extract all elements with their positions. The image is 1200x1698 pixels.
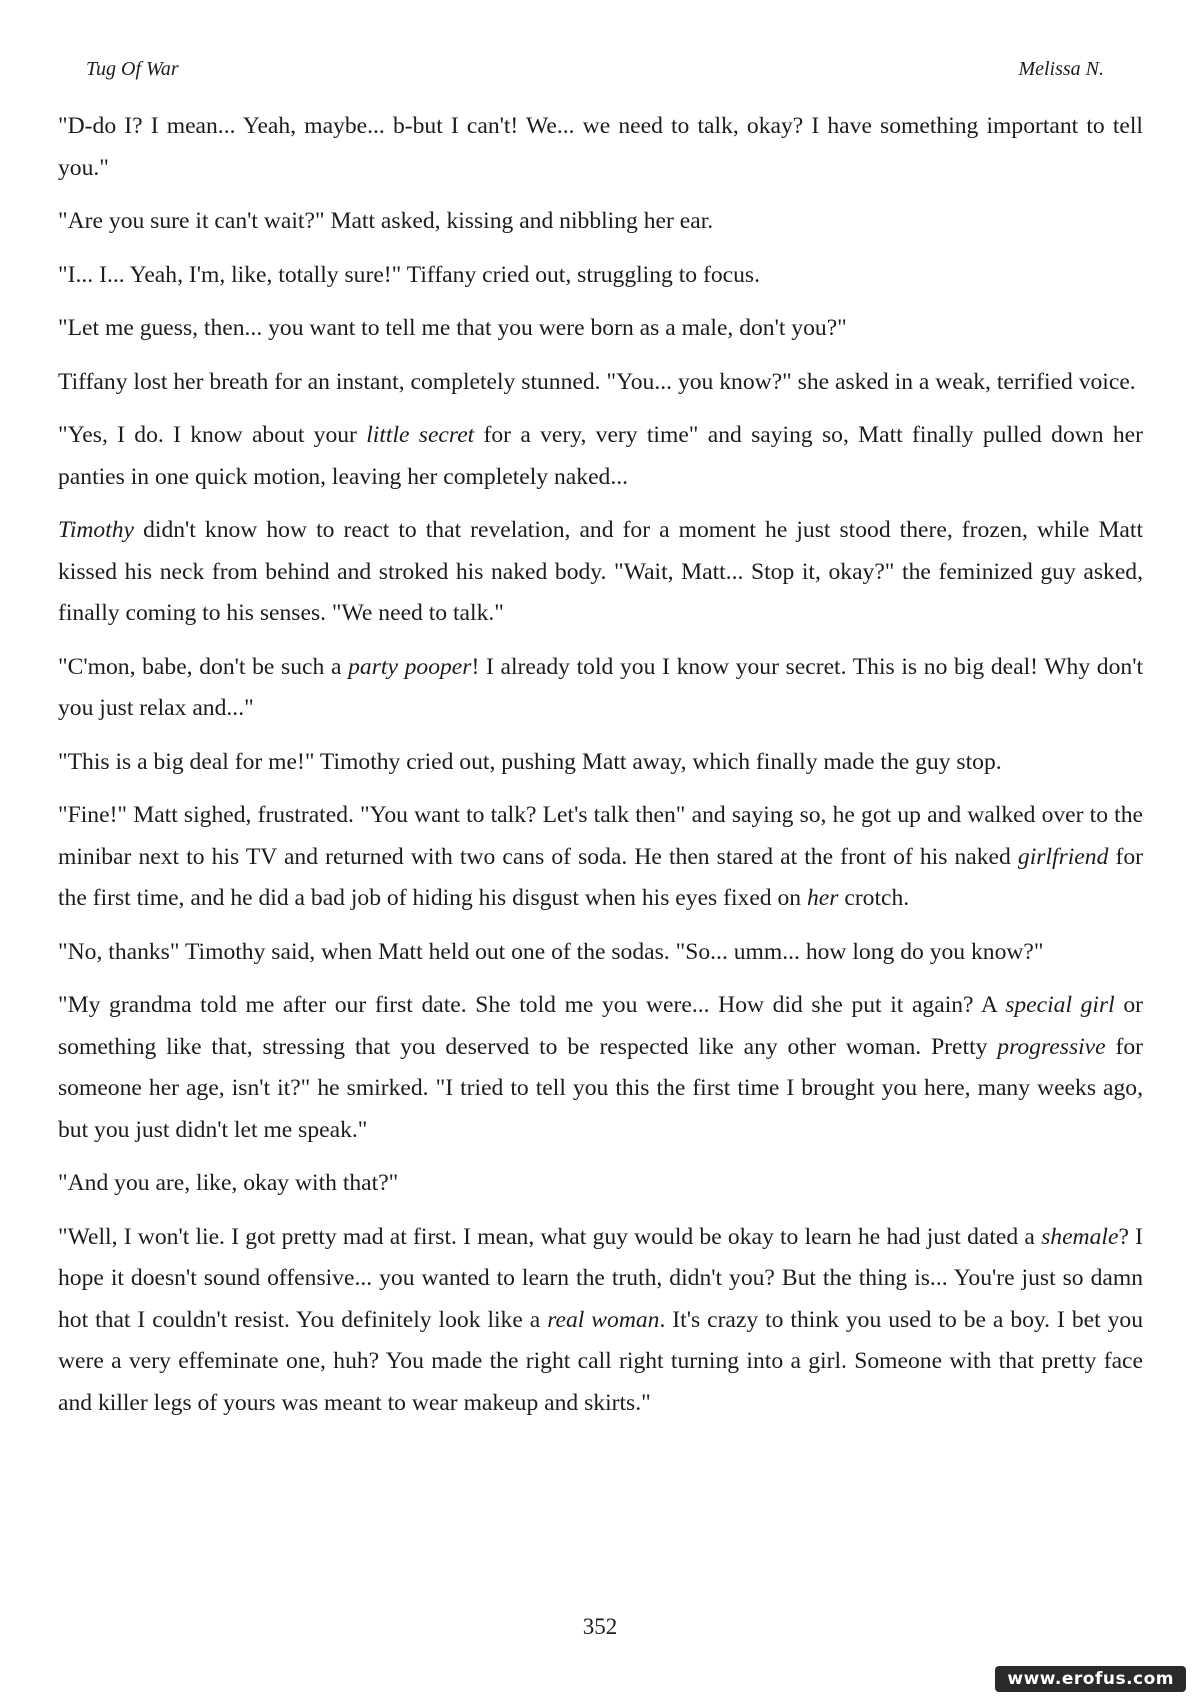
text-run: "This is a big deal for me!" Timothy cried out, pushing Matt away, which finally made the guy stop.	[58, 748, 1002, 775]
author-name: Melissa N.	[1018, 58, 1104, 80]
paragraph	[58, 742, 1143, 784]
page-header	[86, 58, 1104, 88]
book-title: Tug Of War	[86, 58, 179, 80]
text-run: "Fine!" Matt sighed, frustrated. "You want to talk? Let's talk then" and saying so, he got up and walked over to the minibar next to his TV and returned with two cans of soda. He then stared at the front of his naked	[58, 802, 1143, 870]
text-run: "No, thanks" Timothy said, when Matt held out one of the sodas. "So... umm... how long do you know?"	[58, 938, 1044, 965]
text-run: "Yes, I do. I know about your	[58, 422, 367, 448]
text-run: "Are you sure it can't wait?" Matt asked, kissing and nibbling her ear.	[58, 208, 714, 234]
watermark: www.erofus.com	[995, 1666, 1186, 1692]
italic-text: her	[807, 885, 839, 911]
italic-text: Timothy	[58, 517, 135, 543]
italic-text: shemale	[1041, 1223, 1119, 1250]
italic-text: real woman	[547, 1306, 660, 1333]
text-run: for the first time, and he did a bad job of hiding his disgust when his eyes fixed on	[58, 843, 1143, 911]
text-run: or something like that, stressing that you deserved to be respected like any other woman. Pretty	[58, 992, 1144, 1060]
text-run: for a very, very time" and saying so, Matt finally pulled down her panties in one quick motion, leaving her completely naked...	[58, 422, 1143, 490]
paragraph	[58, 795, 1143, 920]
text-run: "And you are, like, okay with that?"	[58, 1170, 399, 1196]
text-run: crotch.	[838, 885, 910, 911]
paragraph	[58, 201, 1143, 243]
text-run: "C'mon, babe, don't be such a	[58, 653, 349, 680]
text-run: "I... I... Yeah, I'm, like, totally sure!" Tiffany cried out, struggling to focus.	[58, 261, 760, 288]
paragraph	[58, 308, 1143, 350]
text-run: "My grandma told me after our first date. She told me you were... How did she put it again? A	[58, 992, 1006, 1018]
paragraph	[58, 510, 1143, 635]
text-run: ? I hope it doesn't sound offensive... you wanted to learn the truth, didn't you? But the thing is... You're just so damn hot that I couldn't resist. You definitely look like a	[58, 1223, 1143, 1333]
body-text	[58, 106, 1143, 1436]
paragraph	[58, 106, 1143, 189]
paragraph	[58, 647, 1143, 730]
text-run: "D-do I? I mean... Yeah, maybe... b-but I can't! We... we need to talk, okay? I have something important to tell you."	[58, 113, 1143, 181]
paragraph	[58, 255, 1143, 297]
paragraph	[58, 1163, 1143, 1205]
text-run: didn't know how to react to that revelation, and for a moment he just stood there, frozen, while Matt kissed his neck from behind and stroked his naked body. "Wait, Matt... Stop it, okay?" the feminized guy asked, finally coming to his senses. "We need to talk."	[58, 517, 1143, 626]
text-run: Tiffany lost her breath for an instant, completely stunned. "You... you know?" she asked in a weak, terrified voice.	[58, 368, 1136, 395]
italic-text: progressive	[997, 1033, 1106, 1060]
paragraph	[58, 1217, 1143, 1425]
paragraph	[58, 985, 1143, 1151]
text-run: . It's crazy to think you used to be a boy. I bet you were a very effeminate one, huh? You made the right call right turning into a girl. Someone with that pretty face and killer legs of yours was meant to wear makeup and skirts."	[58, 1306, 1144, 1416]
text-run: ! I already told you I know your secret. This is no big deal! Why don't you just relax and..."	[58, 653, 1143, 721]
italic-text: girlfriend	[1017, 843, 1109, 870]
paragraph	[58, 362, 1143, 404]
paragraph	[58, 932, 1143, 974]
text-run: for someone her age, isn't it?" he smirked. "I tried to tell you this the first time I brought you here, many weeks ago, but you just didn't let me speak."	[58, 1033, 1143, 1143]
italic-text: party pooper	[348, 653, 472, 680]
page-number: 352	[582, 1614, 618, 1639]
italic-text: little secret	[366, 422, 475, 448]
text-run: "Let me guess, then... you want to tell me that you were born as a male, don't you?"	[58, 315, 847, 341]
text-run: "Well, I won't lie. I got pretty mad at first. I mean, what guy would be okay to learn he had just dated a	[58, 1223, 1042, 1250]
italic-text: special girl	[1005, 992, 1115, 1018]
paragraph	[58, 415, 1143, 498]
